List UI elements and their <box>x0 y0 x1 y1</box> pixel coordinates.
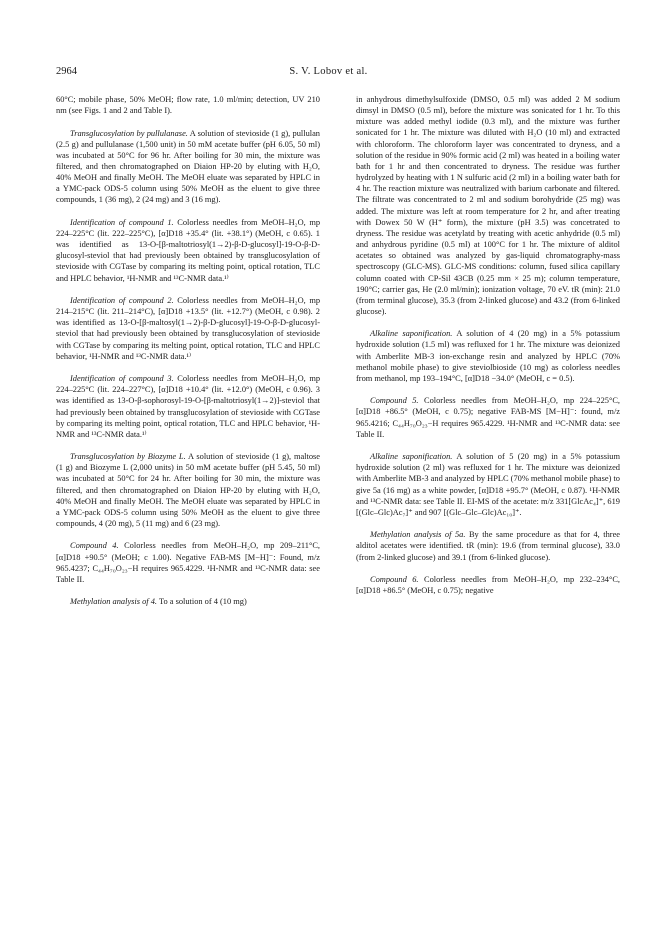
paragraph-heading: Compound 6. <box>370 574 419 584</box>
paragraph <box>356 574 620 596</box>
paragraph-text: A solution of 5 (20 mg) in a 5% potassium hydroxide solution (2 ml) was refluxed for 1 hr. The mixture was deionized with Amberlite MB-3 and analyzed by HPLC (70% methanol mobile phase) to give 5a (16 mg) as a white powder, [α]D18 +95.7° (MeOH, c 0.87). ¹H-NMR and ¹³C-NMR data: see Table II. EI-MS of the acetate: m/z 331[GlcAc₄]⁺, 619 [(Glc–Glc)Ac₇]⁺ and 907 [(Glc–Glc–Glc)Ac₁₀]⁺. <box>356 452 620 517</box>
paragraph-heading: Methylation analysis of 5a. <box>370 530 466 540</box>
paragraph-heading: Compound 5. <box>370 396 419 406</box>
paragraph <box>56 596 320 607</box>
paragraph-text: in anhydrous dimethylsulfoxide (DMSO, 0.5 ml) was added 2 M sodium dimsyl in DMSO (0.5 ml), before the mixture was sonicated for 1 hr. To this mixture was added methyl iodide (0.3 ml), and the mixture was further sonicated for 1 hr. The mixture was diluted with H₂O (10 ml) and extracted with chloroform. The chloroform layer was concentrated to dryness, and a solution of the residue in 90% formic acid (2 ml) was heated in a boiling water bath for 1 hr and then concentrated to dryness. The residue was further hydrolyzed by heating with 1 N sulfuric acid (2 ml) in a boiling water bath for 4 hr. The reaction mixture was neutralized with barium carbonate and filtered. The filtrate was concentrated to 2 ml and sodium borohydride (25 mg) was added. The mixture was left at room temperature for 2 hr, and after treating with Dowex 50 W (H⁺ form), the mixture (pH 3.5) was concetrated to dryness. The residue was acetylatd by treating with acetic anhydride (0.5 ml) and anhydrous pyridine (0.5 ml) at 100°C for 1 hr. The mixture of alditol acetates so obtained was analyzed by gas-liquid chromatography-mass spectroscopy (GLC-MS). GLC-MS conditions: column, fused silica capillary column coated with CP-Sil 43CB (0.25 mm × 25 m); column temperature, 190°C; carrier gas, He (2.0 ml/min); ionization voltage, 70 eV. tR (min): 21.0 (from terminal glucose), 35.3 (from 2-linked glucose) and 43.2 (from 6-linked glucose). <box>356 95 620 316</box>
page-number: 2964 <box>56 66 77 77</box>
paragraph-text: A solution of stevioside (1 g), maltose (1 g) and Biozyme L (2,000 units) in 50 mM acetate buffer (pH 5.45, 50 ml) was incubated at 50°C for 24 hr. After boiling for 30 min, the mixture was filtered, and then chromatographed on Diaion HP-20 by eluting with H₂O, 40% MeOH and finally MeOH. The MeOH eluate was separated by HPLC in a YMC-pack ODS-5 column using 50% MeOH as the eluent to give three compounds, 4 (20 mg), 5 (11 mg) and 6 (23 mg). <box>56 452 320 529</box>
right-column <box>356 94 620 607</box>
paragraph <box>356 94 620 317</box>
paragraph-text: Colorless needles from MeOH–H₂O, mp 232–234°C, [α]D18 +86.5° (MeOH, c 0.75); negative <box>356 574 620 596</box>
paragraph <box>56 128 320 206</box>
paragraph-text: Colorless needles from MeOH–H₂O, mp 209–211°C, [α]D18 +90.5° (MeOH; c 1.00). Negative FAB-MS [M−H]⁻: Found, m/z 965.4237; C₄₄H₇₀O₂₃−H requires 965.4229. ¹H-NMR and ¹³C-NMR data: see Table II. <box>56 541 321 584</box>
paragraph <box>356 395 620 440</box>
paragraph-heading: Alkaline saponification. <box>370 452 453 462</box>
paragraph-text: Colorless needles from MeOH–H₂O, mp 214–215°C (lit. 211–214°C), [α]D18 +13.5° (lit. +12.7°) (MeOH, c 0.98). 2 was identified as 13-O-[β-maltosyl(1→2)-β-D-glucosyl]-19-O-β-D-glucosyl-steviol that had previously been obtained by transglucosylation of stevioside with CGTase by comparing its melting point, optical rotation, TLC and HPLC behavior, ¹H-NMR and ¹³C-NMR data.¹⁾ <box>56 295 321 361</box>
paragraph-text: A solution of stevioside (1 g), pullulan (2.5 g) and pullulanase (1,500 unit) in 50 mM acetate buffer (pH 6.05, 50 ml) was incubated at 50°C for 96 hr. After boiling for 30 min, the mixture was filtered, and then chromatographed on Diaion HP-20 by eluting with H₂O, 40% MeOH and finally MeOH. The MeOH eluate was separated by HPLC in a YMC-pack ODS-5 column using 50% MeOH as the eluent to give three compounds, 1 (36 mg), 2 (24 mg) and 3 (16 mg). <box>56 128 320 205</box>
paragraph-text: 60°C; mobile phase, 50% MeOH; flow rate, 1.0 ml/min; detection, UV 210 nm (see Figs. 1 and 2 and Table I). <box>56 95 320 116</box>
running-title: S. V. Lobov et al. <box>289 66 368 77</box>
paragraph <box>356 328 620 384</box>
paragraph-text: To a solution of 4 (10 mg) <box>158 597 247 607</box>
paragraph-heading: Methylation analysis of 4. <box>70 597 157 607</box>
paragraph-heading: Alkaline saponification. <box>370 329 453 339</box>
paragraph-text: Colorless needles from MeOH–H₂O, mp 224–225°C (lit. 224–227°C), [α]D18 +10.4° (lit. +12.0°) (MeOH, c 0.96). 3 was identified as 13-O-β-sophorosyl-19-O-[β-maltotriosyl(1→2)]-steviol that had previously been obtained by transglucosylation of stevioside with CGTase by comparing its melting point, optical rotation, TLC and HPLC behavior, ¹H-NMR and ¹³C-NMR data.¹⁾ <box>56 374 321 439</box>
paragraph <box>56 94 320 116</box>
paragraph-heading: Identification of compound 3. <box>70 374 174 384</box>
paragraph-heading: Transglucosylation by Biozyme L. <box>70 452 186 462</box>
paragraph-heading: Identification of compound 2. <box>70 295 174 305</box>
paragraph <box>356 529 620 562</box>
paragraph-text: A solution of 4 (20 mg) in a 5% potassium hydroxide solution (1.5 ml) was refluxed for 1 hr. The mixture was deionized with Amberlite MB-3 ion-exchange resin and analyzed by HPLC (70% methanol mobile phase) to give steviolbioside (10 mg) as colorless needles from methanol, mp 193–194°C, [α]D18 −34.0° (MeOH, c = 0.5). <box>356 329 620 383</box>
left-column <box>56 94 320 619</box>
paragraph-text: Colorless needles from MeOH–H₂O, mp 224–225°C (lit. 222–225°C), [α]D18 +35.4° (lit. +38.1°) (MeOH, c 0.65). 1 was identified as 13-O-[β-maltotriosyl(1→2)-β-D-glucosyl]-19-O-β-D-glucosyl-steviol that had previously been obtained by transglucosylation of stevioside with CGTase by comparing its melting point, optical rotation, TLC and HPLC behavior, ¹H-NMR and ¹³C-NMR data.¹⁾ <box>56 217 321 283</box>
paragraph <box>56 540 320 585</box>
paragraph-text: By the same procedure as that for 4, three alditol acetates were identified. tR (min): 19.6 (from terminal glucose), 33.0 (from 2-linked glucose) and 39.1 (from 6-linked glucose). <box>356 530 621 562</box>
paragraph <box>56 373 320 440</box>
paragraph <box>356 451 620 518</box>
paragraph <box>56 217 320 284</box>
paragraph-heading: Transglucosylation by pullulanase. <box>70 128 188 138</box>
paragraph <box>56 295 320 362</box>
paragraph-heading: Identification of compound 1. <box>70 217 174 227</box>
page-header <box>56 66 601 80</box>
paragraph <box>56 451 320 529</box>
paragraph-text: Colorless needles from MeOH–H₂O, mp 224–225°C, [α]D18 +86.5° (MeOH, c 0.75); negative FAB-MS [M−H]⁻: found, m/z 965.4216; C₄₄H₇₀O₂₃−H requires 965.4229. ¹H-NMR and ¹³C-NMR data: see Table II. <box>356 396 620 439</box>
paragraph-heading: Compound 4. <box>70 541 119 551</box>
